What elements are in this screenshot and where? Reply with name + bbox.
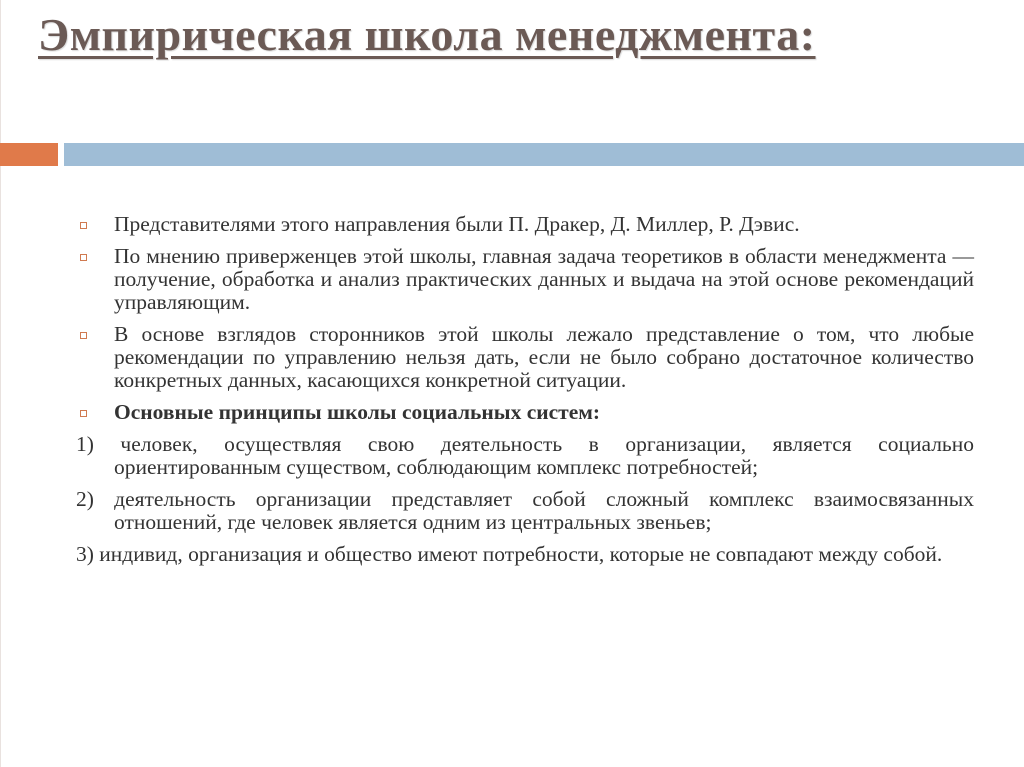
numbered-item: 2) деятельность организации представляет собой сложный комплекс взаимосвязанных отношений, где человек является одним из центральных звеньев;	[76, 487, 974, 534]
square-bullet-icon	[80, 222, 87, 229]
square-bullet-icon	[80, 254, 87, 261]
slide-content	[76, 213, 974, 575]
slide-left-border	[0, 0, 1, 767]
square-bullet-icon	[80, 410, 87, 417]
slide-title: Эмпирическая школа менеджмента:	[38, 9, 816, 60]
bullet-item	[76, 245, 974, 314]
bullet-item	[76, 401, 974, 424]
bullet-text: Представителями этого направления были П. Дракер, Д. Миллер, Р. Дэвис.	[114, 212, 800, 236]
numbered-item: 1) человек, осуществляя свою деятельность в организации, является социально ориентированным существом, соблюдающим комплекс потребностей;	[76, 432, 974, 479]
bullet-item	[76, 213, 974, 236]
square-bullet-icon	[80, 332, 87, 339]
bullet-text-heading: Основные принципы школы социальных систем:	[114, 400, 601, 424]
accent-bar-orange	[0, 143, 58, 166]
accent-bar-blue	[64, 143, 1024, 166]
numbered-item: 3) индивид, организация и общество имеют потребности, которые не совпадают между собой.	[76, 542, 943, 566]
bullet-text: По мнению приверженцев этой школы, главная задача теоретиков в области менеджмента — получение, обработка и анализ практических данных и выдача на этой основе рекомендаций управляющим.	[114, 244, 974, 314]
bullet-item	[76, 323, 974, 392]
bullet-text: В основе взглядов сторонников этой школы лежало представление о том, что любые рекомендации по управлению нельзя дать, если не было собрано достаточное количество конкретных данных, касающихся конкретной ситуации.	[114, 322, 974, 392]
